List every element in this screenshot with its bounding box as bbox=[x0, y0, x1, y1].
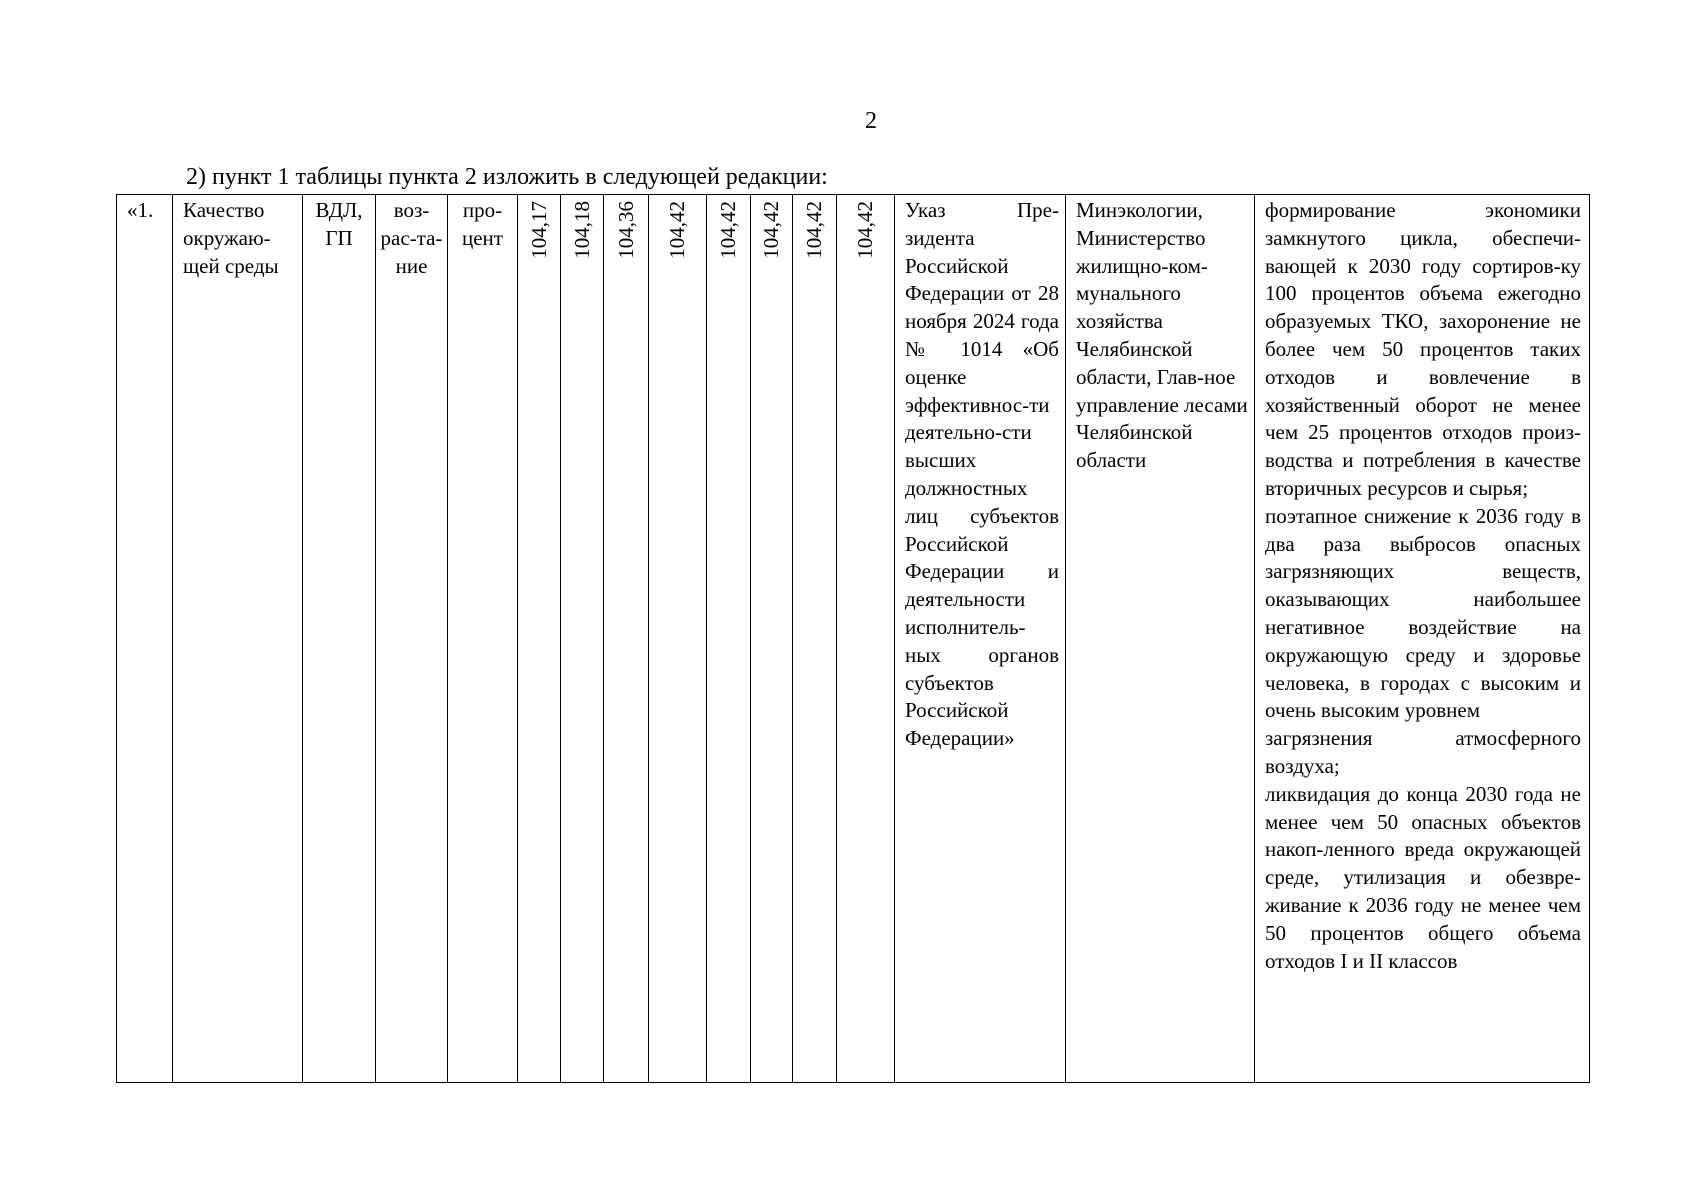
unit: про-цент bbox=[462, 198, 503, 250]
value-2: 104,18 bbox=[569, 201, 594, 259]
value-cell bbox=[604, 195, 649, 1083]
value-cell bbox=[837, 195, 895, 1083]
value-cell bbox=[707, 195, 751, 1083]
value-cell bbox=[561, 195, 604, 1083]
objective-item: поэтапное снижение к 2036 году в два раза выбросов опасных загрязняющих веществ, оказывающих наибольшее негативное воздействие на окружающую среду и здоровье человека, в городах с высоким и очень высоким уровнем bbox=[1265, 503, 1581, 723]
row-number-cell bbox=[117, 195, 173, 1083]
value-8: 104,42 bbox=[853, 201, 877, 259]
row-number: «1. bbox=[127, 198, 154, 222]
value-4: 104,42 bbox=[665, 201, 689, 259]
responsible-bodies: Минэкологии, Министерство жилищно-ком-мунального хозяйства Челябинской области, Глав-ное управление лесами Челябинской области bbox=[1076, 198, 1248, 473]
responsible-cell bbox=[1066, 195, 1255, 1083]
goal-type: ВДЛ, ГП bbox=[315, 198, 363, 250]
goal-cell bbox=[173, 195, 303, 1083]
page-number: 2 bbox=[865, 108, 877, 134]
value-7: 104,42 bbox=[802, 201, 826, 259]
value-cell bbox=[649, 195, 707, 1083]
value-5: 104,42 bbox=[716, 201, 740, 259]
objective-item: загрязнения атмосферного воздуха; bbox=[1265, 726, 1581, 778]
objective-item: формирование экономики замкнутого цикла, обеспечи-вающей к 2030 году сортиров-ку 100 процентов объема ежегодно образуемых ТКО, захоронение не более чем 50 процентов таких отходов и вовлечение в хозяйственный оборот не менее чем 25 процентов отходов произ-водства и потребления в качестве вторичных ресурсов и сырья; bbox=[1265, 198, 1581, 500]
objective-item: ликвидация до конца 2030 года не менее чем 50 опасных объектов накоп-ленного вреда окружающей среде, утилизация и обезвре-живание к 2036 году не менее чем 50 процентов общего объема отходов I и II классов bbox=[1265, 781, 1581, 973]
amendment-table bbox=[116, 194, 1590, 1083]
intro-text: 2) пункт 1 таблицы пункта 2 изложить в следующей редакции: bbox=[186, 164, 828, 190]
value-3: 104,36 bbox=[613, 201, 638, 259]
value-1: 104,17 bbox=[526, 201, 551, 259]
value-cell bbox=[793, 195, 837, 1083]
direction-cell bbox=[376, 195, 448, 1083]
objectives-cell bbox=[1255, 195, 1590, 1083]
unit-cell bbox=[448, 195, 518, 1083]
goal-type-cell bbox=[303, 195, 376, 1083]
goal-name: Качество окружаю-щей среды bbox=[183, 198, 279, 278]
value-cell bbox=[751, 195, 793, 1083]
table-row bbox=[117, 195, 1590, 1083]
value-6: 104,42 bbox=[759, 201, 783, 259]
value-cell bbox=[518, 195, 561, 1083]
source-document: Указ Пре-зидента Российской Федерации от 28 ноября 2024 года № 1014 «Об оценке эффективнос-ти деятельно-сти высших должностных лиц субъектов Российской Федерации и деятельности исполнитель-ных органов субъектов Российской Федерации» bbox=[905, 198, 1059, 751]
source-cell bbox=[895, 195, 1066, 1083]
direction: воз-рас-та-ние bbox=[380, 198, 443, 278]
